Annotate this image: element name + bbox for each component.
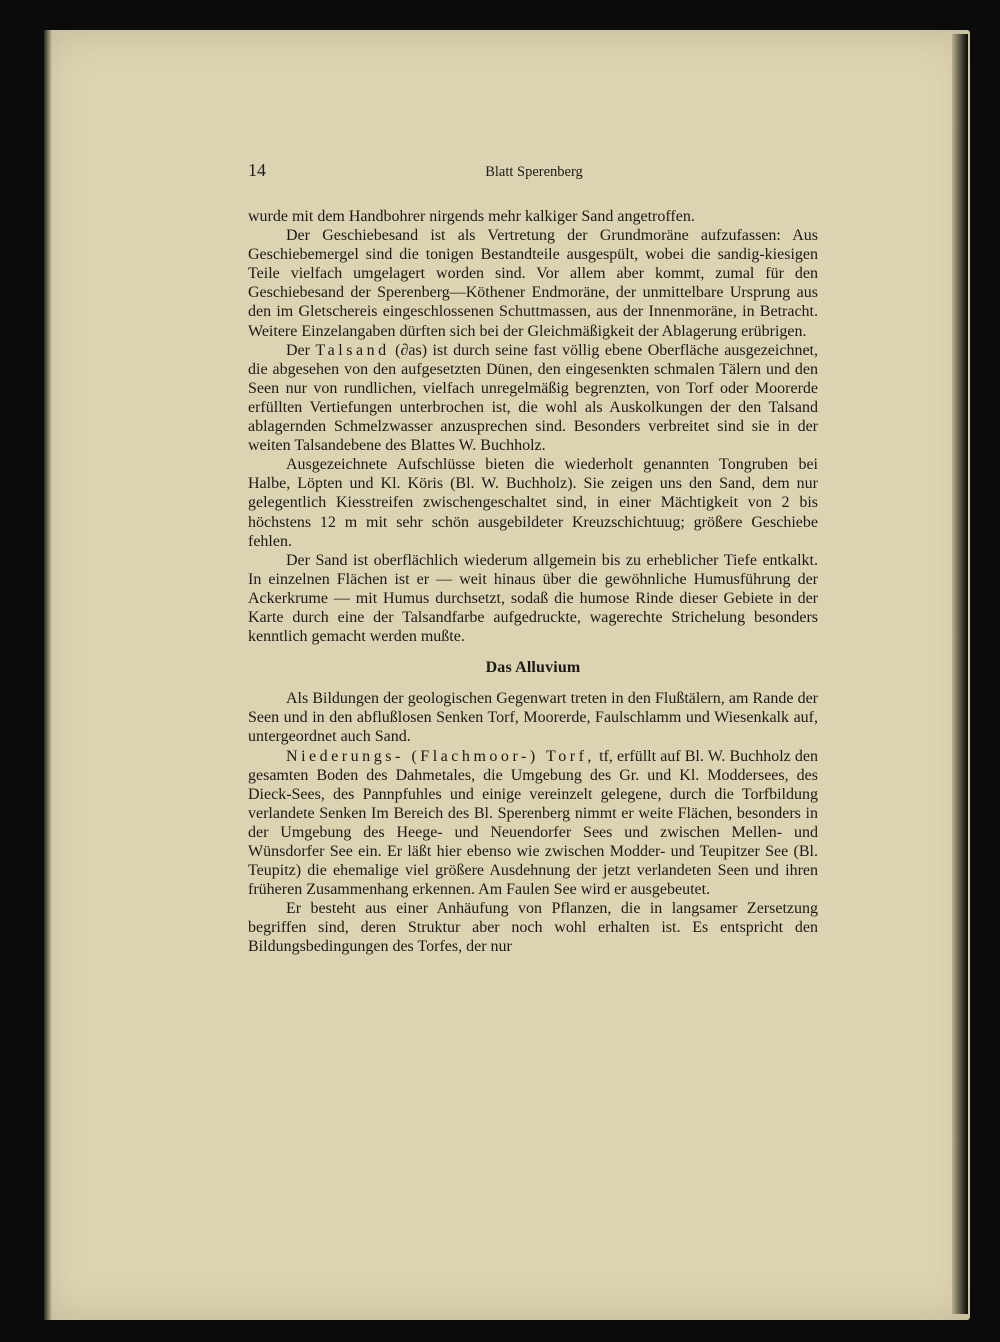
talsand-body: (∂as) ist durch seine fast völlig ebene Oberfläche ausgezeichnet, die abgesehen von den aufgesetzten Dünen, den eingesenkten schmalen Tälern und den Seen nur von rundlichen, vielfach unregelmäßig begrenzten, von Torf oder Moorerde erfüllten Vertiefungen unterbrochen ist, die wohl als Auskolkungen der den Talsand ablagernden Schmelzwasser anzusprechen sind. Besonders verbreitet sind sie in der weiten Talsandebene des Blattes W. Buchholz. [248,341,818,455]
talsand-term: Talsand [315,341,390,359]
torf-term: Niederungs- (Flachmoor-) Torf, [286,747,595,765]
running-head [248,160,820,184]
paragraph-geschiebesand: Der Geschiebesand ist als Vertretung der Grundmoräne aufzufassen: Aus Geschiebemergel sind die tonigen Bestandteile ausgespült, wobei die sandig-kiesigen Teile vielfach umgelagert worden sind. Vor allem aber kommt, zumal für den Geschiebesand der Sperenberg—Köthener Endmoräne, der unmittelbare Ursprung aus den im Gletschereis eingeschlossenen Schuttmassen, aus der Innenmoräne, in Betracht. Weitere Einzelangaben dürften sich bei der Gleichmäßigkeit der Ablagerung erübrigen. [248,227,818,340]
page-edge [952,34,968,1314]
talsand-lead: Der [286,341,310,359]
paragraph-aufschluesse: Ausgezeichnete Aufschlüsse bieten die wiederholt genannten Tongruben bei Halbe, Löpten und Kl. Köris (Bl. W. Buchholz). Sie zeigen uns den Sand, dem nur gelegentlich Kiesstreifen zwischengeschaltet sind, in einer Mächtigkeit von 2 bis höchstens 12 m mit sehr schön ausgebildeter Kreuzschichtuug; größere Geschiebe fehlen. [248,456,818,550]
paragraph-last: Er besteht aus einer Anhäufung von Pflanzen, die in langsamer Zersetzung begriffen sind, deren Struktur aber noch wohl erhalten ist. Es entspricht den Bildungsbedingungen des Torfes, der nur [248,900,818,956]
torf-body: tf, erfüllt auf Bl. W. Buchholz den gesamten Boden des Dahmetales, die Umgebung des Gr. und Kl. Moddersees, des Dieck-Sees, des Pannpfuhles und einige vereinzelt gelegene, durch die Torfbildung verlandete Senken Im Bereich des Bl. Sperenberg nimmt er weite Flächen, besonders in der Umgebung des Heege- und Neuendorfer Sees und zwischen Mellen- und Wünsdorfer See ein. Er läßt hier ebenso wie zwischen Modder- und Teupitzer See (Bl. Teupitz) die ehemalige viel größere Ausdehnung der jetzt verlandeten Seen und ihren früheren Zusammenhang erkennen. Am Faulen See wird er ausgebeutet. [248,747,818,899]
body-text [248,207,818,957]
paragraph-entkalkung: Der Sand ist oberflächlich wiederum allgemein bis zu erheblicher Tiefe entkalkt. In einzelnen Flächen ist er — weit hinaus über die gewöhnliche Humusführung der Ackerkrume — mit Humus durchsetzt, sodaß die humose Rinde dieser Gebiete in der Karte durch eine der Talsandfarbe aufgedruckte, wagerechte Strichelung besonders kenntlich gemacht werden mußte. [248,551,818,646]
page-gutter [44,30,52,1320]
paragraph-torf [248,747,818,900]
page-number: 14 [248,160,266,180]
running-title: Blatt Sperenberg [485,164,583,180]
paragraph-talsand [248,341,818,456]
paragraph-alluvium-intro: Als Bildungen der geologischen Gegenwart treten in den Flußtälern, am Rande der Seen und in den abflußlosen Senken Torf, Moorerde, Faulschlamm und Wiesenkalk auf, untergeordnet auch Sand. [248,690,818,746]
section-heading-alluvium: Das Alluvium [485,659,581,677]
paragraph-continuation: wurde mit dem Handbohrer nirgends mehr kalkiger Sand angetroffen. [248,208,695,225]
